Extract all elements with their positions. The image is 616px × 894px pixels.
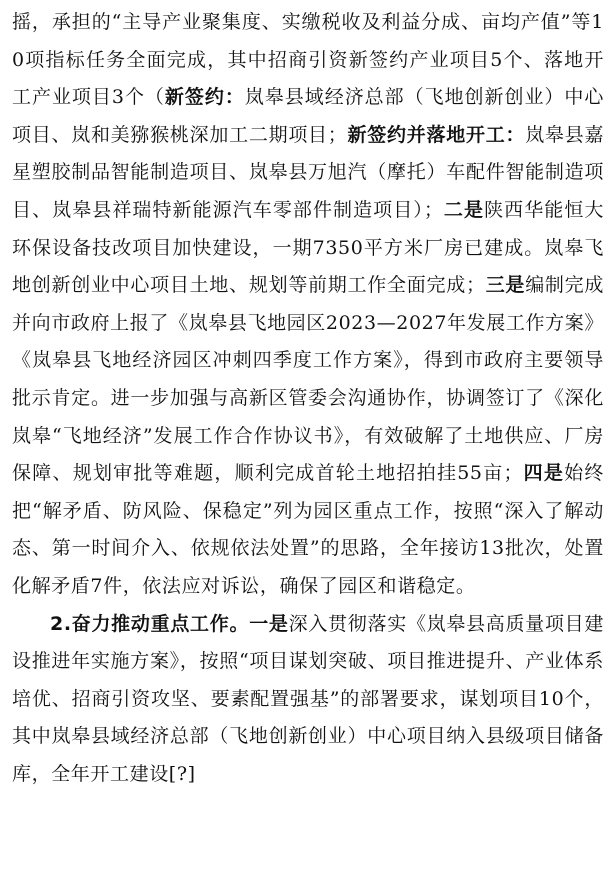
paragraph-text: 编制完成并向市政府上报了《岚皋县飞地园区2023—2027年发展工作方案》《岚皋县飞地经济园区冲刺四季度工作方案》，得到市政府主要领导批示肯定。进一步加强与高新区管委会沟通协作，协调签订了《深化岚皋“飞地经济”发展工作合作协议书》，有效破解了土地供应、厂房保障、规划审批等难题，顺利完成首轮土地招拍挂55亩； bbox=[12, 274, 604, 485]
section-heading: 2.奋力推动重点工作。一是 bbox=[50, 612, 289, 635]
paragraph-text: 摇，承担的“主导产业聚集度、实缴税收及利益分成、亩均产值”等10项指标任务全面完成，其中招商引资新签约产业项目5个、落地开工产业项目3个（ bbox=[12, 11, 604, 109]
paragraph-text: 始终把“解矛盾、防风险、保稳定”列为园区重点工作，按照“深入了解动态、第一时间介入、依规依法处置”的思路，全年接访13批次，处置化解矛盾7件，依法应对诉讼，确保了园区和谐稳定。 bbox=[12, 462, 604, 597]
paragraph-text: 岚皋县域经济总部（飞地创新创业）中心项目、岚和美猕猴桃深加工二期项目； bbox=[12, 86, 604, 146]
paragraph-key-work bbox=[12, 606, 604, 794]
bold-label-second: 二是 bbox=[443, 198, 485, 221]
bold-label-fourth: 四是 bbox=[523, 462, 565, 485]
paragraph-investment-summary bbox=[12, 4, 604, 606]
paragraph-text: 陕西华能恒大环保设备技改项目加快建设，一期7350平方米厂房已建成。岚皋飞地创新创业中心项目土地、规划等前期工作全面完成； bbox=[12, 198, 605, 297]
bold-label-signed-and-started: 新签约并落地开工： bbox=[347, 123, 526, 146]
bold-label-new-signed: 新签约： bbox=[164, 86, 245, 109]
paragraph-text: 深入贯彻落实《岚皋县高质量项目建设推进年实施方案》，按照“项目谋划突破、项目推进提升、产业体系培优、招商引资攻坚、要素配置强基”的部署要求，谋划项目10个，其中岚皋县域经济总部（飞地创新创业）中心项目纳入县级项目储备库，全年开工建设[?] bbox=[12, 612, 604, 785]
paragraph-text: 岚皋县嘉星塑胶制品智能制造项目、岚皋县万旭汽（摩托）车配件智能制造项目、岚皋县祥瑞特新能源汽车零部件制造项目）； bbox=[12, 123, 604, 221]
bold-label-third: 三是 bbox=[485, 274, 526, 297]
